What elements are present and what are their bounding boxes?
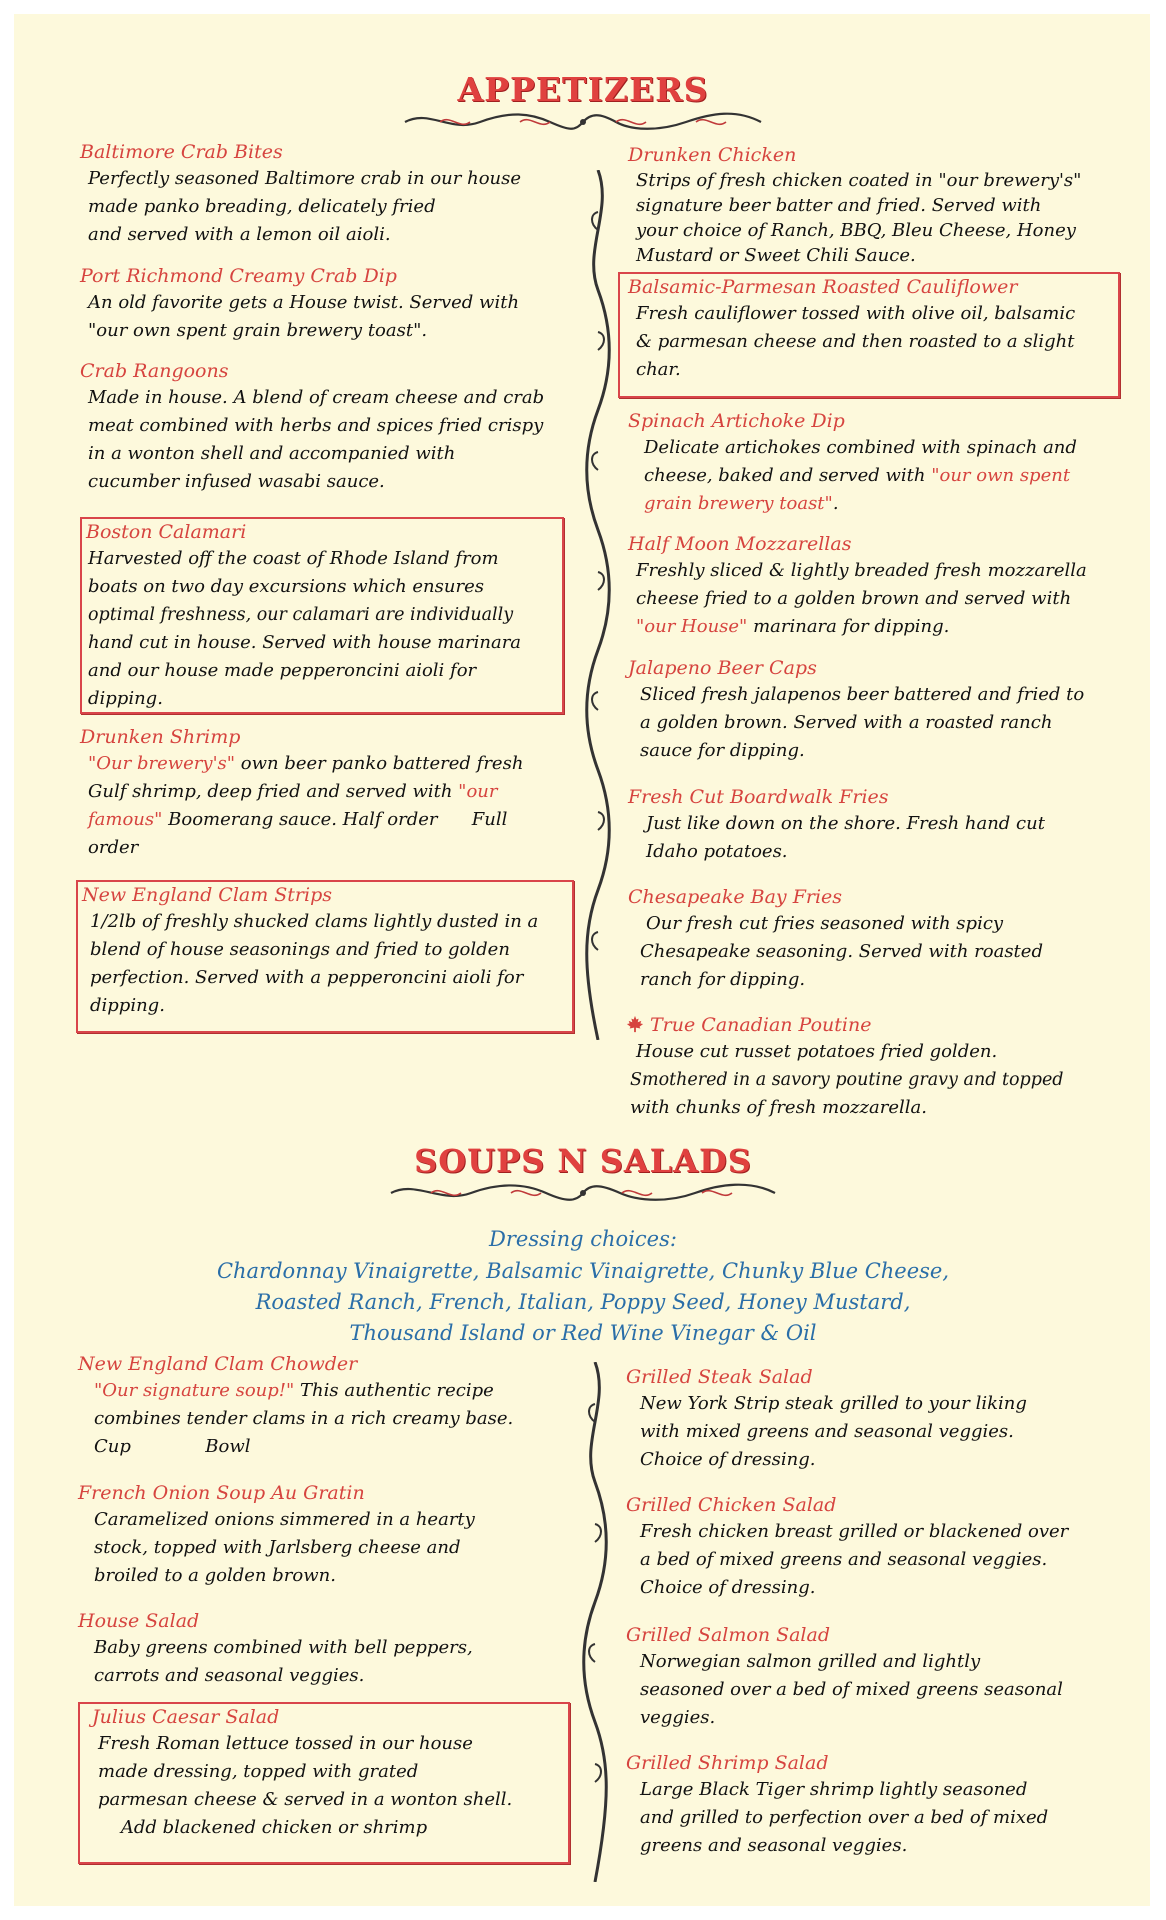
item-desc-line: Cup Bowl (94, 1436, 251, 1457)
item-desc-line: Delicate artichokes combined with spinach and (644, 437, 1077, 458)
item-desc-line: your choice of Ranch, BBQ, Bleu Cheese, Honey (636, 220, 1076, 241)
item-title: Chesapeake Bay Fries (628, 886, 843, 908)
item-desc-text: Boomerang sauce. Half order Full (162, 809, 508, 830)
item-desc-line: and served with a lemon oil aioli. (88, 224, 391, 245)
menu-item-half-moon-mozzarellas (628, 531, 1118, 641)
menu-item-baltimore-crab-bites (80, 139, 564, 249)
item-title: French Onion Soup Au Gratin (78, 1482, 365, 1504)
item-desc-line: stock, topped with Jarlsberg cheese and (94, 1537, 461, 1558)
item-desc-line: and our house made pepperoncini aioli for (88, 660, 477, 681)
item-desc-line: Fresh cauliflower tossed with olive oil, balsamic (636, 303, 1076, 324)
item-desc-text: Gulf shrimp, deep fried and served with (88, 781, 459, 802)
item-title: Jalapeno Beer Caps (628, 657, 817, 679)
flourish-divider-icon (386, 1182, 780, 1204)
menu-item-new-england-clam-chowder (78, 1351, 572, 1461)
item-desc-text: own beer panko battered fresh (235, 753, 524, 774)
item-title: Port Richmond Creamy Crab Dip (80, 265, 397, 287)
menu-item-crab-rangoons (80, 358, 564, 496)
dressing-title: Dressing choices: (489, 1227, 677, 1251)
item-desc-text: This authentic recipe (294, 1380, 494, 1401)
item-title: True Canadian Poutine (650, 1014, 872, 1036)
menu-item-french-onion-soup (78, 1480, 572, 1590)
item-desc-line: Fresh chicken breast grilled or blackened over (640, 1521, 1069, 1542)
item-desc-line: perfection. Served with a pepperoncini aioli for (90, 967, 524, 988)
item-desc-text: cheese, baked and served with (644, 465, 932, 486)
item-desc-line: boats on two day excursions which ensures (88, 576, 484, 597)
item-desc-line: Choice of dressing. (640, 1577, 816, 1598)
item-desc-line: Made in house. A blend of cream cheese and crab (88, 387, 545, 408)
item-title: Julius Caesar Salad (92, 1706, 280, 1728)
item-title: Crab Rangoons (80, 360, 229, 382)
item-title: Drunken Shrimp (80, 726, 241, 748)
dressing-list-line: Thousand Island or Red Wine Vinegar & Oil (349, 1321, 817, 1345)
menu-item-true-canadian-poutine (630, 1012, 1126, 1122)
flourish-divider-icon (400, 111, 766, 133)
item-desc-highlight: "Our brewery's" (88, 753, 236, 774)
item-desc-line (632, 613, 1118, 641)
menu-item-grilled-salmon-salad (626, 1622, 1120, 1732)
item-desc-line (84, 750, 564, 778)
menu-item-new-england-clam-strips (76, 880, 574, 1033)
menu-item-boston-calamari (80, 517, 564, 714)
item-desc-line: "our own spent grain brewery toast". (88, 320, 428, 341)
item-desc-line: Large Black Tiger shrimp lightly seasoned (640, 1779, 1028, 1800)
item-desc-line: char. (636, 359, 681, 380)
item-title: Grilled Shrimp Salad (626, 1752, 829, 1774)
item-desc-highlight: grain brewery toast" (644, 493, 833, 514)
item-desc-line: & parmesan cheese and then roasted to a slight (636, 331, 1075, 352)
item-desc-line: Norwegian salmon grilled and lightly (640, 1651, 981, 1672)
soups-salads-heading: SOUPS N SALADS (414, 1142, 752, 1180)
item-desc-line: Caramelized onions simmered in a hearty (94, 1509, 475, 1530)
item-desc-line: with chunks of fresh mozzarella. (630, 1097, 927, 1118)
item-title: Spinach Artichoke Dip (628, 410, 845, 432)
item-desc-line: carrots and seasonal veggies. (94, 1665, 365, 1686)
item-title: Grilled Chicken Salad (626, 1494, 837, 1516)
vine-divider-icon (583, 170, 613, 1040)
item-desc-line: 1/2lb of freshly shucked clams lightly dusted in a (90, 911, 539, 932)
item-desc-line: cheese fried to a golden brown and served with (636, 588, 1072, 609)
item-desc-line: combines tender clams in a rich creamy base. (94, 1408, 514, 1429)
item-desc-line: meat combined with herbs and spices fried crispy (88, 415, 544, 436)
item-desc-line: hand cut in house. Served with house marinara (88, 632, 522, 653)
item-desc-line: ranch for dipping. (640, 969, 806, 990)
item-desc-highlight: famous" (88, 809, 163, 830)
maple-leaf-icon (626, 1015, 644, 1033)
item-title: Drunken Chicken (628, 144, 797, 166)
item-desc-line: An old favorite gets a House twist. Served with (88, 292, 520, 313)
item-title: Half Moon Mozzarellas (628, 533, 852, 555)
item-desc-line: a bed of mixed greens and seasonal veggies. (640, 1549, 1048, 1570)
item-desc-line: dipping. (90, 995, 165, 1016)
item-desc-line: seasoned over a bed of mixed greens seasonal (640, 1679, 1063, 1700)
item-title: Baltimore Crab Bites (80, 141, 283, 163)
item-desc-line: Strips of fresh chicken coated in "our brewery's" (636, 170, 1082, 191)
menu-item-house-salad (78, 1608, 572, 1690)
menu-item-drunken-shrimp (80, 724, 564, 862)
item-desc-highlight: "our House" (636, 616, 748, 637)
item-desc-line: New York Strip steak grilled to your liking (640, 1393, 1027, 1414)
item-desc-line: Our fresh cut fries seasoned with spicy (646, 913, 1004, 934)
item-desc-line: Add blackened chicken or shrimp (98, 1817, 428, 1838)
item-desc-line: signature beer batter and fried. Served with (636, 195, 1042, 216)
item-title: New England Clam Chowder (78, 1353, 358, 1375)
item-desc-text: marinara for dipping. (747, 616, 950, 637)
menu-item-jalapeno-beer-caps (628, 655, 1118, 765)
menu-item-julius-caesar-salad (78, 1702, 570, 1864)
item-desc-line: and grilled to perfection over a bed of mixed (640, 1807, 1049, 1828)
item-desc-line (84, 778, 564, 806)
menu-item-balsamic-parmesan-cauliflower (618, 272, 1120, 398)
item-desc-line: in a wonton shell and accompanied with (88, 443, 456, 464)
item-desc-line: Harvested off the coast of Rhode Island from (88, 548, 499, 569)
item-title: Fresh Cut Boardwalk Fries (628, 786, 889, 808)
item-desc-line: dipping. (88, 688, 163, 709)
item-desc-line: parmesan cheese & served in a wonton shell. (98, 1789, 513, 1810)
item-desc-line: veggies. (640, 1707, 716, 1728)
item-desc-highlight: "our (458, 781, 498, 802)
item-desc-line: Choice of dressing. (640, 1449, 816, 1470)
item-desc-line: Idaho potatoes. (646, 841, 788, 862)
item-desc-line (632, 462, 1118, 490)
menu-item-grilled-steak-salad (626, 1364, 1120, 1474)
item-desc-line: optimal freshness, our calamari are individually (88, 605, 514, 625)
item-desc-line: greens and seasonal veggies. (640, 1835, 908, 1856)
item-desc-line: a golden brown. Served with a roasted ranch (640, 712, 1053, 733)
menu-item-spinach-artichoke-dip (628, 408, 1118, 518)
item-title: Grilled Salmon Salad (626, 1624, 830, 1646)
menu-item-grilled-shrimp-salad (626, 1750, 1120, 1860)
menu-item-grilled-chicken-salad (626, 1492, 1120, 1602)
item-desc-line: Perfectly seasoned Baltimore crab in our house (88, 168, 522, 189)
item-desc-highlight: "our own spent (931, 465, 1071, 486)
item-desc-line: sauce for dipping. (640, 740, 805, 761)
item-desc-line: made dressing, topped with grated (98, 1761, 419, 1782)
item-title: New England Clam Strips (82, 884, 333, 906)
item-desc-line: Baby greens combined with bell peppers, (94, 1637, 473, 1658)
dressing-list-line: Chardonnay Vinaigrette, Balsamic Vinaigrette, Chunky Blue Cheese, (216, 1259, 950, 1283)
menu-item-fresh-cut-boardwalk-fries (628, 784, 1118, 866)
item-desc-line: made panko breading, delicately fried (88, 196, 436, 217)
item-title: Grilled Steak Salad (626, 1366, 813, 1388)
item-title-row (626, 1012, 1126, 1038)
item-desc-line: Just like down on the shore. Fresh hand cut (646, 813, 1045, 834)
item-desc-text: . (832, 493, 839, 514)
item-desc-line: Freshly sliced & lightly breaded fresh mozzarella (636, 560, 1087, 581)
item-desc-line: order (88, 837, 139, 858)
appetizers-heading: APPETIZERS (457, 70, 709, 109)
vine-divider-icon (580, 1362, 610, 1882)
item-desc-line (84, 806, 564, 834)
item-title: Balsamic-Parmesan Roasted Cauliflower (628, 276, 1018, 298)
item-desc-line: Sliced fresh jalapenos beer battered and fried to (640, 684, 1085, 705)
item-desc-line (632, 490, 1118, 518)
item-desc-line: blend of house seasonings and fried to golden (90, 939, 510, 960)
item-desc-line: Mustard or Sweet Chili Sauce. (636, 245, 916, 266)
item-title: Boston Calamari (86, 521, 247, 543)
menu-item-drunken-chicken (628, 142, 1118, 268)
item-desc-line: Chesapeake seasoning. Served with roasted (640, 941, 1043, 962)
item-desc-line: broiled to a golden brown. (94, 1565, 336, 1586)
item-desc-highlight: "Our signature soup!" (94, 1380, 295, 1401)
dressing-list-line: Roasted Ranch, French, Italian, Poppy Seed, Honey Mustard, (255, 1290, 911, 1314)
item-desc-line (82, 1377, 572, 1405)
item-desc-line: cucumber infused wasabi sauce. (88, 471, 385, 492)
item-desc-line: Fresh Roman lettuce tossed in our house (98, 1733, 473, 1754)
item-desc-line: House cut russet potatoes fried golden. (636, 1041, 998, 1062)
item-title: House Salad (78, 1610, 200, 1632)
menu-item-chesapeake-bay-fries (628, 884, 1118, 994)
menu-item-port-richmond-crab-dip (80, 263, 564, 345)
item-desc-line: Smothered in a savory poutine gravy and topped (630, 1070, 1064, 1090)
item-desc-line: with mixed greens and seasonal veggies. (640, 1421, 1014, 1442)
